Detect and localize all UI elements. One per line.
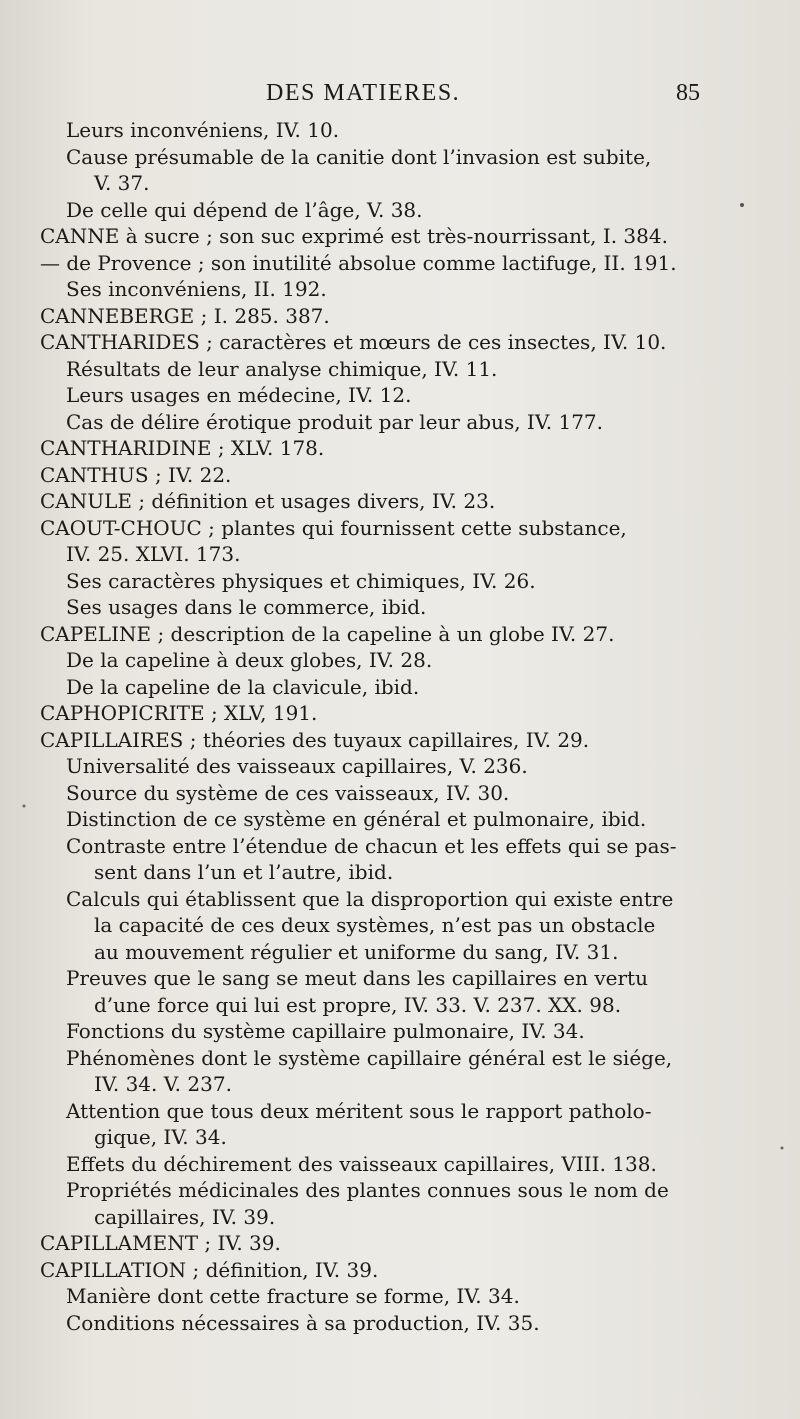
index-line: Ses usages dans le commerce, ibid. bbox=[66, 595, 427, 619]
index-entries bbox=[0, 117, 800, 1336]
index-line: Attention que tous deux méritent sous le rapport patholo- bbox=[66, 1098, 652, 1123]
index-line: CAOUT-CHOUC ; plantes qui fournissent cette substance, bbox=[40, 515, 627, 540]
index-line: Cause présumable de la canitie dont l’invasion est subite, bbox=[66, 144, 652, 169]
index-line: Source du système de ces vaisseaux, IV. 30. bbox=[66, 780, 510, 805]
index-line: Manière dont cette fracture se forme, IV. 34. bbox=[66, 1284, 520, 1308]
index-line: Universalité des vaisseaux capillaires, V. 236. bbox=[66, 754, 528, 778]
running-head bbox=[0, 80, 800, 112]
index-line: CAPILLATION ; définition, IV. 39. bbox=[40, 1257, 379, 1282]
index-line: CANTHUS ; IV. 22. bbox=[40, 462, 232, 487]
running-title: DES MATIERES. bbox=[266, 80, 461, 106]
index-line: Effets du déchirement des vaisseaux capillaires, VIII. 138. bbox=[66, 1151, 657, 1176]
index-line: CAPILLAMENT ; IV. 39. bbox=[40, 1231, 281, 1255]
index-line: CANULE ; définition et usages divers, IV. 23. bbox=[40, 489, 496, 513]
index-line: Leurs inconvéniens, IV. 10. bbox=[66, 118, 340, 142]
index-line: De celle qui dépend de l’âge, V. 38. bbox=[66, 197, 423, 222]
index-line: Résultats de leur analyse chimique, IV. 11. bbox=[66, 356, 498, 381]
index-line: au mouvement régulier et uniforme du sang, IV. 31. bbox=[94, 939, 619, 964]
index-line: Conditions nécessaires à sa production, IV. 35. bbox=[66, 1310, 540, 1335]
index-line: Ses caractères physiques et chimiques, IV. 26. bbox=[66, 568, 536, 593]
index-line: CANTHARIDINE ; XLV. 178. bbox=[40, 436, 325, 460]
index-line: CAPELINE ; description de la capeline à un globe IV. 27. bbox=[40, 621, 615, 646]
index-line: CANNEBERGE ; I. 285. 387. bbox=[40, 303, 330, 328]
index-line: V. 37. bbox=[94, 171, 150, 195]
index-line: Leurs usages en médecine, IV. 12. bbox=[66, 383, 412, 407]
index-line: CANNE à sucre ; son suc exprimé est très-nourrissant, I. 384. bbox=[40, 224, 668, 248]
index-line: d’une force qui lui est propre, IV. 33. V. 237. XX. 98. bbox=[94, 992, 622, 1017]
index-line: sent dans l’un et l’autre, ibid. bbox=[94, 860, 394, 884]
index-line: Phénomènes dont le système capillaire général est le siége, bbox=[66, 1045, 673, 1070]
index-line: — de Provence ; son inutilité absolue comme lactifuge, II. 191. bbox=[40, 250, 677, 275]
index-line: la capacité de ces deux systèmes, n’est pas un obstacle bbox=[94, 913, 656, 937]
page-number: 85 bbox=[676, 80, 700, 106]
index-line: gique, IV. 34. bbox=[94, 1125, 227, 1149]
index-line: Distinction de ce système en général et pulmonaire, ibid. bbox=[66, 807, 647, 831]
index-line: CAPHOPICRITE ; XLV, 191. bbox=[40, 701, 318, 725]
index-line: Calculs qui établissent que la disproportion qui existe entre bbox=[66, 886, 674, 911]
index-line: capillaires, IV. 39. bbox=[94, 1204, 276, 1229]
index-line: IV. 34. V. 237. bbox=[94, 1072, 232, 1096]
index-line: CAPILLAIRES ; théories des tuyaux capillaires, IV. 29. bbox=[40, 727, 590, 752]
index-line: Cas de délire érotique produit par leur abus, IV. 177. bbox=[66, 409, 604, 434]
index-line: Contraste entre l’étendue de chacun et les effets qui se pas- bbox=[66, 833, 677, 858]
index-line: De la capeline à deux globes, IV. 28. bbox=[66, 648, 433, 672]
index-line: Ses inconvéniens, II. 192. bbox=[66, 277, 327, 301]
index-line: CANTHARIDES ; caractères et mœurs de ces insectes, IV. 10. bbox=[40, 330, 667, 354]
index-line: De la capeline de la clavicule, ibid. bbox=[66, 674, 420, 699]
index-line: IV. 25. XLVI. 173. bbox=[66, 542, 241, 566]
index-line: Propriétés médicinales des plantes connues sous le nom de bbox=[66, 1178, 669, 1202]
index-line: Fonctions du système capillaire pulmonaire, IV. 34. bbox=[66, 1019, 585, 1043]
index-line: Preuves que le sang se meut dans les capillaires en vertu bbox=[66, 966, 648, 990]
